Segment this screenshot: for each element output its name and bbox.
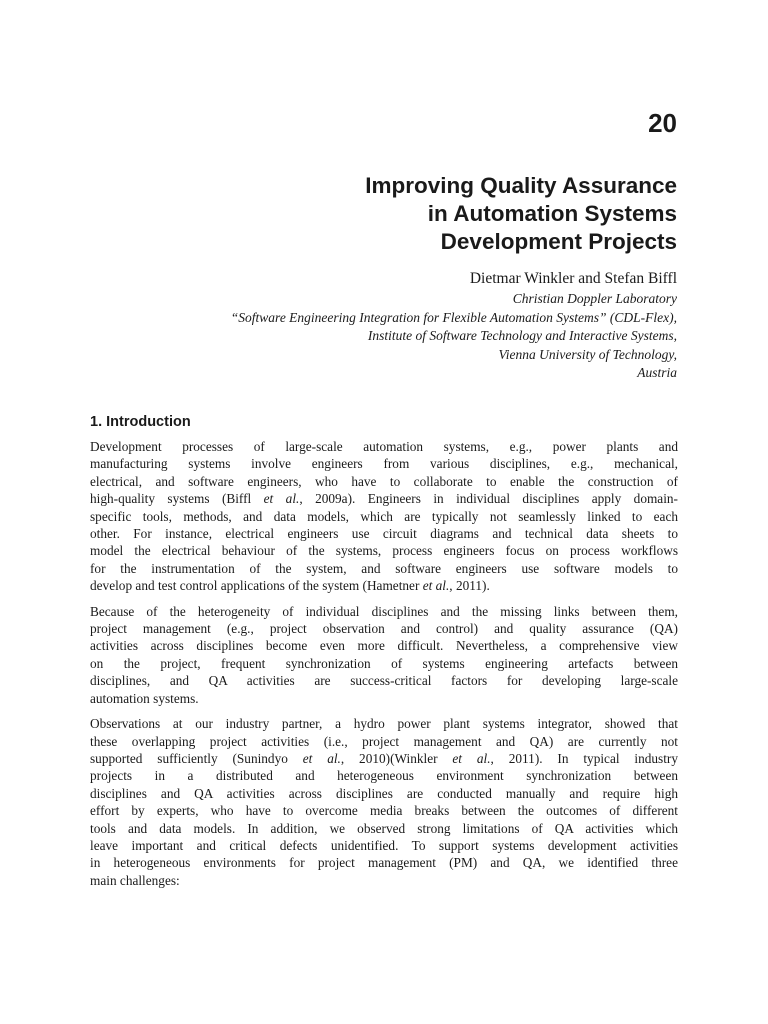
paragraph-line: disciplines, and QA activities are success-critical factors for developing large-scale bbox=[90, 673, 678, 689]
paragraph-line: for the instrumentation of the system, and software engineers use software models to bbox=[90, 560, 678, 576]
paragraph-line: leave important and critical defects unidentified. To support systems development activities bbox=[90, 837, 678, 853]
section-heading: 1. Introduction bbox=[90, 414, 191, 430]
paragraph-line: manufacturing systems involve engineers from various disciplines, e.g., mechanical, bbox=[90, 456, 678, 472]
paragraph-line: in heterogeneous environments for project management (PM) and QA, we identified three bbox=[90, 855, 678, 871]
paragraph bbox=[90, 603, 678, 707]
paragraph-line: these overlapping project activities (i.e., project management and QA) are currently not bbox=[90, 733, 678, 749]
paragraph-line: projects in a distributed and heterogeneous environment synchronization between bbox=[90, 768, 678, 784]
paragraph-line: electrical, and software engineers, who have to collaborate to enable the construction of bbox=[90, 473, 678, 489]
affiliation-line: Vienna University of Technology, bbox=[498, 346, 677, 362]
paragraph-line: specific tools, methods, and data models, which are typically not seamlessly linked to each bbox=[90, 508, 678, 524]
authors: Dietmar Winkler and Stefan Biffl bbox=[469, 270, 677, 287]
affiliation-line: “Software Engineering Integration for Flexible Automation Systems” (CDL-Flex), bbox=[230, 309, 677, 325]
paragraph-line: supported sufficiently (Sunindyo et al., 2010)(Winkler et al., 2011). In typical industry bbox=[90, 750, 678, 766]
paragraph-line: Development processes of large-scale automation systems, e.g., power plants and bbox=[90, 439, 678, 454]
paragraph-line: Observations at our industry partner, a hydro power plant systems integrator, showed that bbox=[90, 716, 678, 732]
chapter-title-line: Development Projects bbox=[440, 229, 677, 254]
affiliation-line: Institute of Software Technology and Interactive Systems, bbox=[367, 328, 677, 343]
body-text bbox=[90, 438, 678, 897]
paragraph-line: on the project, frequent synchronization of systems engineering artefacts between bbox=[90, 655, 678, 671]
paragraph-line: activities across disciplines become even more difficult. Nevertheless, a comprehensive view bbox=[90, 638, 678, 654]
affiliation-line: Austria bbox=[637, 365, 677, 380]
paragraph-line: high-quality systems (Biffl et al., 2009a). Engineers in individual disciplines apply domain- bbox=[90, 491, 678, 507]
paragraph-line: model the electrical behaviour of the systems, process engineers focus on process workflows bbox=[90, 543, 678, 559]
chapter-number: 20 bbox=[648, 108, 677, 138]
author-block bbox=[57, 268, 677, 383]
paragraph-line: other. For instance, electrical engineers use circuit diagrams and technical data sheets to bbox=[90, 526, 678, 542]
paragraph-line: develop and test control applications of the system (Hametner et al., 2011). bbox=[90, 578, 490, 594]
paragraph-line: Because of the heterogeneity of individual disciplines and the missing links between them, bbox=[90, 603, 678, 619]
paragraph-line: disciplines and QA activities across disciplines are conducted manually and require high bbox=[90, 785, 678, 801]
paragraph-line: main challenges: bbox=[90, 872, 180, 888]
chapter-title-line: Improving Quality Assurance bbox=[365, 173, 677, 198]
affiliation-line: Christian Doppler Laboratory bbox=[512, 291, 677, 306]
paragraph bbox=[90, 438, 678, 595]
paragraph-line: tools and data models. In addition, we observed strong limitations of QA activities which bbox=[90, 820, 678, 836]
chapter-title-line: in Automation Systems bbox=[427, 201, 677, 226]
paragraph-line: automation systems. bbox=[90, 690, 199, 706]
paragraph-line: effort by experts, who have to overcome media breaks between the outcomes of different bbox=[90, 803, 678, 819]
paragraph-line: project management (e.g., project observation and control) and quality assurance (QA) bbox=[90, 621, 678, 637]
chapter-title bbox=[157, 172, 677, 256]
paragraph bbox=[90, 715, 678, 889]
